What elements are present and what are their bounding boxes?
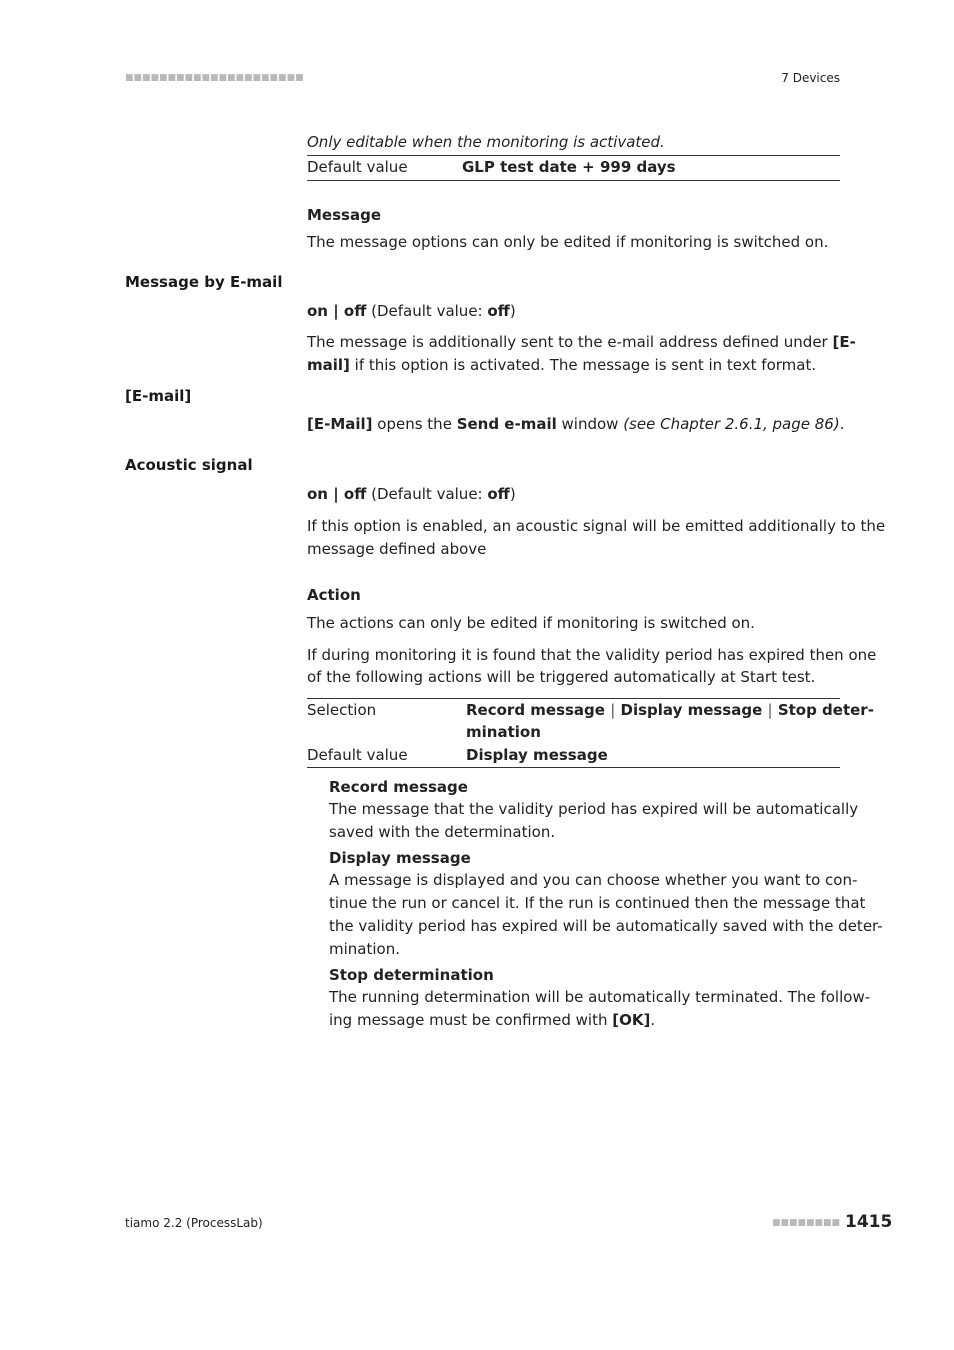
action-desc1: The actions can only be edited if monitoring is switched on. [307,614,755,632]
selection-option-stop-part2: mination [466,723,541,741]
default-label: Default value [307,158,408,176]
definition-text: ing message must be confirmed with [329,1010,613,1029]
table-rule-bottom [307,180,840,181]
email-button-ref: [E-Mail] [307,415,373,433]
email-text1: opens the [372,415,457,433]
message-email-options [307,300,516,323]
definition-term: Display message [329,849,471,868]
message-by-email-label: Message by E-mail [125,273,283,291]
selection-option-record: Record message [466,701,605,719]
definition-line [329,1009,849,1032]
page-number: 1415 [845,1212,893,1232]
selection-option-stop-part1: Stop deter- [777,701,874,719]
selection-options [466,699,874,722]
editable-note: Only editable when the monitoring is activated. [307,133,665,151]
desc-text: if this option is activated. The message is sent in text format. [349,356,817,374]
chapter-reference-link[interactable]: (see Chapter 2.6.1, page 86) [623,415,840,433]
definition-line: A message is displayed and you can choose whether you want to con- [329,871,858,890]
acoustic-signal-label: Acoustic signal [125,456,253,474]
message-desc: The message options can only be edited if monitoring is switched on. [307,233,829,251]
email-label: [E-mail] [125,387,192,405]
chapter-title: 7 Devices [781,71,840,85]
email-ref-part1: [E- [832,333,856,351]
definition-line: the validity period has expired will be automatically saved with the deter- [329,916,883,935]
options-values: on | off [307,302,367,320]
action-desc2-line2: of the following actions will be triggered automatically at Start test. [307,668,816,686]
email-ref-part2: mail] [307,356,350,374]
selection-separator: | [610,701,616,719]
definition-record-message [329,776,859,843]
default-value: GLP test date + 999 days [462,158,676,176]
selection-option-display: Display message [620,701,763,719]
definition-line: The running determination will be automatically terminated. The follow- [329,988,871,1007]
send-email-window-ref: Send e-mail [456,415,557,433]
options-default: off [487,302,510,320]
acoustic-desc-line2: message defined above [307,540,487,558]
options-mid: (Default value: [366,485,488,503]
definition-text: . [650,1010,656,1029]
email-desc [307,413,845,436]
definition-stop-determination [329,964,871,1031]
acoustic-desc-line1: If this option is enabled, an acoustic signal will be emitted additionally to the [307,517,886,535]
options-end: ) [509,485,516,503]
definition-line: tinue the run or cancel it. If the run is continued then the message that [329,894,866,913]
action-definitions [329,776,883,1032]
action-default-value: Display message [466,746,608,764]
options-default: off [487,485,510,503]
message-email-desc-line1 [307,331,856,354]
message-email-desc-line2 [307,354,816,377]
footer-marker: ■■■■■■■■ [772,1218,841,1228]
ok-button-ref: [OK] [612,1010,651,1029]
selection-label: Selection [307,701,377,719]
definition-display-message [329,847,883,960]
definition-line: The message that the validity period has expired will be automatically [329,800,859,818]
options-values: on | off [307,485,367,503]
desc-text: The message is additionally sent to the e-mail address defined under [307,333,833,351]
options-mid: (Default value: [366,302,488,320]
definition-line: mination. [329,939,400,958]
options-end: ) [509,302,516,320]
definition-term: Record message [329,778,468,796]
header-marker: ■■■■■■■■■■■■■■■■■■■■■ [125,73,304,83]
definition-line: saved with the determination. [329,822,556,841]
action-heading: Action [307,586,361,604]
email-text3: . [839,415,845,433]
selection-separator: | [767,701,773,719]
acoustic-options [307,483,516,506]
email-text2: window [556,415,624,433]
action-table-rule-bottom [307,767,840,768]
definition-term: Stop determination [329,966,494,985]
action-default-label: Default value [307,746,408,764]
action-desc2-line1: If during monitoring it is found that the validity period has expired then one [307,646,877,664]
footer-product: tiamo 2.2 (ProcessLab) [125,1216,263,1230]
message-heading: Message [307,206,381,224]
